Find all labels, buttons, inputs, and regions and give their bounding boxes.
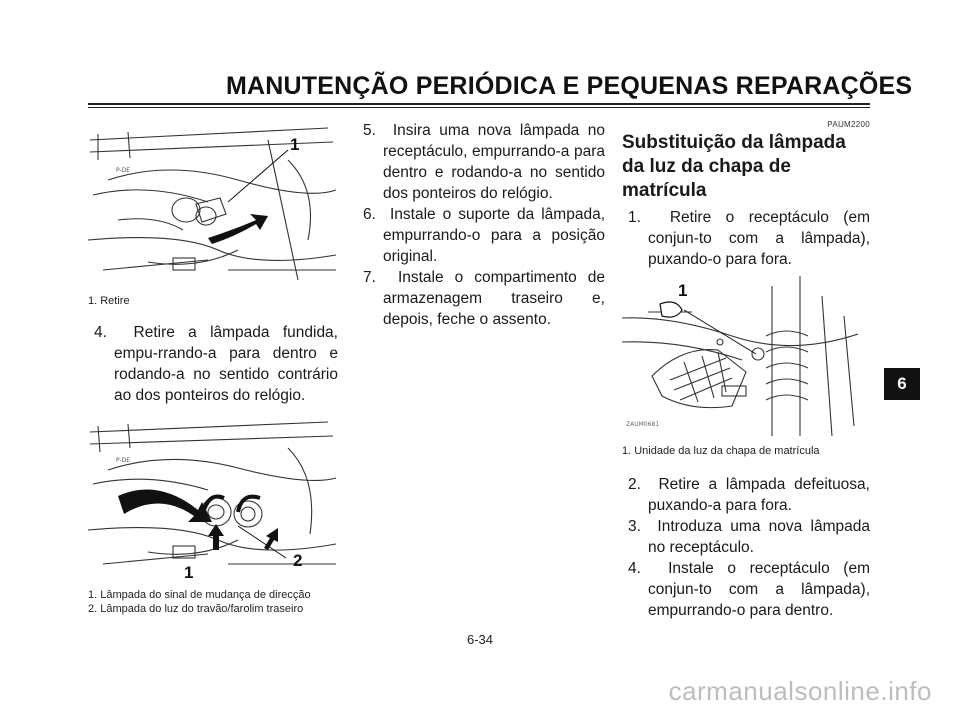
step-item: 2. Retire a lâmpada defeituosa, puxando-a para fora. — [628, 476, 870, 514]
step-item: 3. Introduza uma nova lâmpada no receptáculo. — [628, 518, 870, 556]
figure-taillight-socket — [88, 120, 338, 288]
figure-callout: 1 — [290, 135, 300, 154]
step-item: 5. Insira uma nova lâmpada no receptáculo, empurrando-a para dentro e rodando-a no sentido dos ponteiros do relógio. — [363, 122, 605, 202]
figure-caption: 1. Unidade da luz da chapa de matrícula — [622, 445, 820, 457]
figure-caption: 2. Lâmpada do luz do travão/farolim traseiro — [88, 603, 304, 615]
right-column — [622, 120, 870, 621]
chapter-tab: 6 — [884, 368, 920, 400]
watermark: carmanualsonline.info — [668, 676, 932, 706]
page-number: 6-34 — [466, 632, 494, 647]
left-column — [88, 120, 338, 616]
step-item: 1. Retire o receptáculo (em conjun-to com a lâmpada), puxando-o para fora. — [628, 209, 870, 268]
figure-plate-light — [622, 276, 858, 436]
figure-taillight-socket-drawing — [88, 120, 338, 288]
step-item: 4. Instale o receptáculo (em conjun-to com a lâmpada), empurrando-o para dentro. — [628, 560, 870, 619]
title-rule — [88, 103, 870, 108]
figure-callout: 1 — [678, 281, 688, 300]
rotation-arrow — [208, 214, 268, 244]
page-title: MANUTENÇÃO PERIÓDICA E PEQUENAS REPARAÇÕES — [226, 72, 913, 100]
step-item: 4. Retire a lâmpada fundida, empu-rrando-a para dentro e rodando-a no sentido contrário ao dos ponteiros do relógio. — [94, 324, 338, 404]
svg-text:P-DE: P-DE — [116, 167, 131, 174]
figure-caption: 1. Retire — [88, 295, 130, 307]
middle-column — [357, 120, 605, 330]
figure-bulbs — [88, 418, 338, 584]
figure-bulbs-drawing — [88, 418, 338, 584]
section-code: PAUM2200 — [827, 120, 870, 129]
image-code: ZAUM0681 — [626, 421, 660, 428]
svg-text:P-DE: P-DE — [116, 457, 131, 464]
section-title: Substituição da lâmpada da luz da chapa de matrícula — [622, 132, 846, 201]
figure-plate-light-drawing — [622, 276, 858, 436]
figure-caption: 1. Lâmpada do sinal de mudança de direcção — [88, 589, 311, 601]
figure-callout: 1 — [184, 563, 194, 582]
step-item: 6. Instale o suporte da lâmpada, empurrando-o para a posição original. — [363, 206, 605, 265]
figure-callout: 2 — [293, 551, 303, 570]
step-item: 7. Instale o compartimento de armazenagem traseiro e, depois, feche o assento. — [363, 269, 605, 328]
